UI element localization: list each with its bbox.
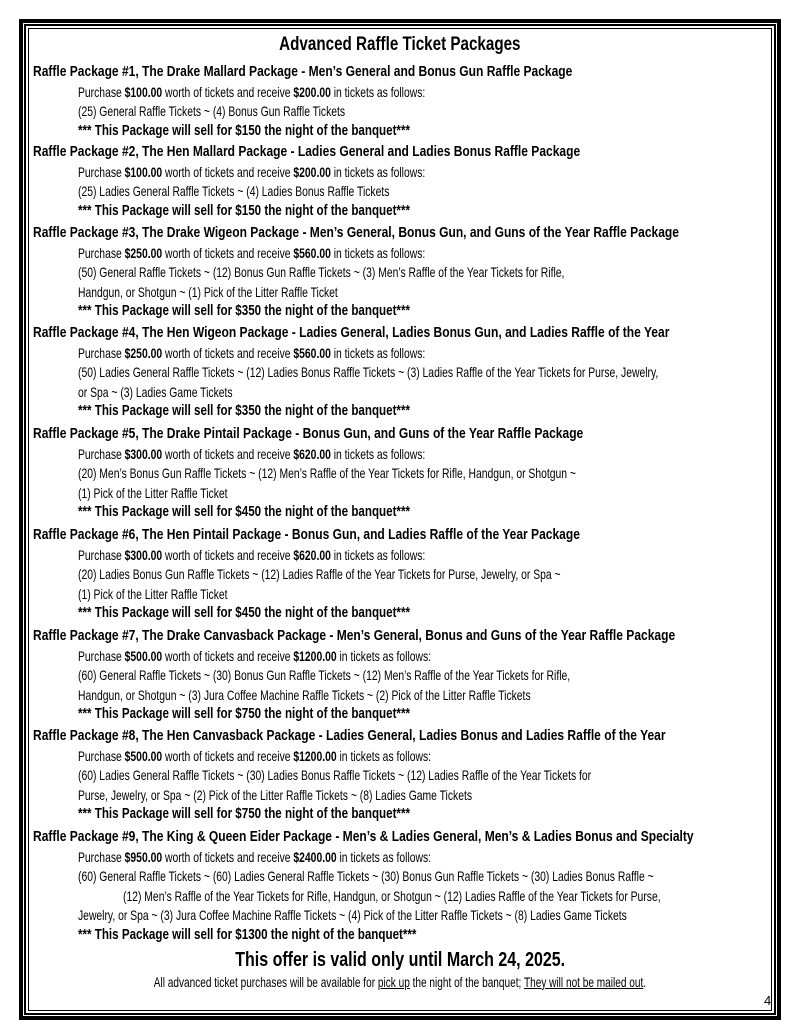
not-mailed-underlined: They will not be mailed out xyxy=(524,974,644,990)
purchase-prefix: Purchase xyxy=(78,647,125,664)
page-title-text: Advanced Raffle Ticket Packages xyxy=(279,34,521,55)
package-detail-line: (25) General Raffle Tickets ~ (4) Bonus Gun Raffle Tickets xyxy=(78,103,346,120)
package-detail-line: (60) General Raffle Tickets ~ (30) Bonus Gun Raffle Tickets ~ (12) Men’s Raffle of the Year Tickets for Rifle, xyxy=(78,667,571,684)
package-detail-line: Jewelry, or Spa ~ (3) Jura Coffee Machine Raffle Tickets ~ (4) Pick of the Litter Raffle Tickets ~ (8) Ladies Game Tickets xyxy=(78,907,627,924)
receive-amount: $560.00 xyxy=(293,344,331,361)
pickup-middle: the night of the banquet; xyxy=(409,974,525,990)
purchase-mid: worth of tickets and receive xyxy=(162,848,294,865)
purchase-suffix: in tickets as follows: xyxy=(330,344,426,361)
purchase-amount: $250.00 xyxy=(124,344,163,361)
package-purchase-line xyxy=(78,546,425,564)
package-detail-line: (12) Men’s Raffle of the Year Tickets for Rifle, Handgun, or Shotgun ~ (12) Ladies Raffle of the Year Tickets for Purse, xyxy=(123,887,661,904)
package-detail-line: (60) General Raffle Tickets ~ (60) Ladies General Raffle Tickets ~ (30) Bonus Gun Raffle Tickets ~ (30) Ladies Bonus Raffle ~ xyxy=(78,868,654,885)
package-detail-line: (25) Ladies General Raffle Tickets ~ (4) Ladies Bonus Raffle Tickets xyxy=(78,183,390,200)
receive-amount: $200.00 xyxy=(293,163,331,180)
package-banquet-price-note: *** This Package will sell for $1300 the night of the banquet*** xyxy=(78,927,417,943)
package-purchase-line xyxy=(78,83,425,101)
purchase-prefix: Purchase xyxy=(78,747,125,764)
package-detail-line: Purse, Jewelry, or Spa ~ (2) Pick of the Litter Raffle Tickets ~ (8) Ladies Game Tickets xyxy=(78,786,473,803)
purchase-suffix: in tickets as follows: xyxy=(330,445,426,462)
package-banquet-price-note: *** This Package will sell for $450 the night of the banquet*** xyxy=(78,605,410,622)
package-heading: Raffle Package #2, The Hen Mallard Package - Ladies General and Ladies Bonus Raffle Package xyxy=(33,144,581,160)
package-banquet-price-note: *** This Package will sell for $150 the night of the banquet*** xyxy=(78,202,410,219)
package-banquet-price-note: *** This Package will sell for $350 the night of the banquet*** xyxy=(78,403,410,420)
package-heading: Raffle Package #8, The Hen Canvasback Package - Ladies General, Ladies Bonus and Ladies Raffle of the Year xyxy=(33,728,666,744)
purchase-amount: $500.00 xyxy=(124,747,163,764)
pickup-suffix: . xyxy=(643,974,647,990)
package-detail-line: (50) General Raffle Tickets ~ (12) Bonus Gun Raffle Tickets ~ (3) Men’s Raffle of the Year Tickets for Rifle, xyxy=(78,264,565,281)
package-purchase-line xyxy=(78,445,425,463)
package-heading: Raffle Package #9, The King & Queen Eider Package - Men’s & Ladies General, Men’s & Ladies Bonus and Specialty xyxy=(33,829,694,845)
package-detail-line: Handgun, or Shotgun ~ (1) Pick of the Litter Raffle Ticket xyxy=(78,283,338,300)
package-heading: Raffle Package #1, The Drake Mallard Package - Men’s General and Bonus Gun Raffle Package xyxy=(33,64,573,80)
package-banquet-price-note: *** This Package will sell for $150 the night of the banquet*** xyxy=(78,122,410,139)
receive-amount: $1200.00 xyxy=(293,647,337,664)
package-banquet-price-note: *** This Package will sell for $750 the night of the banquet*** xyxy=(78,806,410,823)
receive-amount: $200.00 xyxy=(293,83,331,100)
purchase-suffix: in tickets as follows: xyxy=(336,848,432,865)
package-heading: Raffle Package #3, The Drake Wigeon Package - Men’s General, Bonus Gun, and Guns of the Year Raffle Package xyxy=(33,225,679,241)
purchase-amount: $500.00 xyxy=(124,647,163,664)
package-detail-line: (60) Ladies General Raffle Tickets ~ (30) Ladies Bonus Raffle Tickets ~ (12) Ladies Raffle of the Year Tickets for xyxy=(78,767,592,784)
package-banquet-price-note: *** This Package will sell for $450 the night of the banquet*** xyxy=(78,504,410,521)
purchase-amount: $250.00 xyxy=(124,244,163,261)
package-detail-line: or Spa ~ (3) Ladies Game Tickets xyxy=(78,383,233,400)
purchase-suffix: in tickets as follows: xyxy=(336,647,432,664)
purchase-prefix: Purchase xyxy=(78,848,125,865)
receive-amount: $620.00 xyxy=(293,445,331,462)
package-detail-line: (50) Ladies General Raffle Tickets ~ (12) Ladies Bonus Raffle Tickets ~ (3) Ladies Raffle of the Year Tickets for Purse, Jewelry, xyxy=(78,364,659,381)
package-banquet-price-note: *** This Package will sell for $350 the night of the banquet*** xyxy=(78,303,410,320)
package-detail-line: (20) Ladies Bonus Gun Raffle Tickets ~ (12) Ladies Raffle of the Year Tickets for Purse, Jewelry, or Spa ~ xyxy=(78,566,561,583)
receive-amount: $560.00 xyxy=(293,244,331,261)
package-detail-line: (20) Men’s Bonus Gun Raffle Tickets ~ (12) Men’s Raffle of the Year Tickets for Rifle, Handgun, or Shotgun ~ xyxy=(78,465,576,482)
pickup-notice-text xyxy=(154,973,646,991)
purchase-suffix: in tickets as follows: xyxy=(336,747,432,764)
purchase-amount: $100.00 xyxy=(124,163,163,180)
pickup-underlined: pick up xyxy=(377,974,410,990)
purchase-amount: $100.00 xyxy=(124,83,163,100)
receive-amount: $1200.00 xyxy=(293,747,337,764)
receive-amount: $2400.00 xyxy=(293,848,337,865)
package-detail-line: (1) Pick of the Litter Raffle Ticket xyxy=(78,585,228,602)
package-purchase-line xyxy=(78,747,431,765)
package-purchase-line xyxy=(78,848,431,866)
purchase-amount: $300.00 xyxy=(124,445,163,462)
purchase-suffix: in tickets as follows: xyxy=(330,244,426,261)
package-heading: Raffle Package #6, The Hen Pintail Package - Bonus Gun, and Ladies Raffle of the Year Package xyxy=(33,527,580,543)
purchase-prefix: Purchase xyxy=(78,546,125,563)
purchase-mid: worth of tickets and receive xyxy=(162,647,294,664)
purchase-suffix: in tickets as follows: xyxy=(330,546,426,563)
page-title xyxy=(0,33,800,57)
package-heading: Raffle Package #5, The Drake Pintail Package - Bonus Gun, and Guns of the Year Raffle Package xyxy=(33,426,584,442)
purchase-prefix: Purchase xyxy=(78,445,125,462)
package-detail-line: (1) Pick of the Litter Raffle Ticket xyxy=(78,484,228,501)
purchase-suffix: in tickets as follows: xyxy=(330,83,426,100)
purchase-prefix: Purchase xyxy=(78,163,125,180)
offer-deadline xyxy=(0,948,800,972)
purchase-mid: worth of tickets and receive xyxy=(162,83,294,100)
purchase-mid: worth of tickets and receive xyxy=(162,445,294,462)
purchase-amount: $950.00 xyxy=(124,848,163,865)
purchase-suffix: in tickets as follows: xyxy=(330,163,426,180)
package-purchase-line xyxy=(78,244,425,262)
receive-amount: $620.00 xyxy=(293,546,331,563)
purchase-mid: worth of tickets and receive xyxy=(162,546,294,563)
package-banquet-price-note: *** This Package will sell for $750 the night of the banquet*** xyxy=(78,706,410,723)
package-purchase-line xyxy=(78,163,425,181)
purchase-mid: worth of tickets and receive xyxy=(162,344,294,361)
package-purchase-line xyxy=(78,344,425,362)
package-heading: Raffle Package #7, The Drake Canvasback Package - Men’s General, Bonus and Guns of the Year Raffle Package xyxy=(33,628,676,644)
purchase-prefix: Purchase xyxy=(78,244,125,261)
purchase-prefix: Purchase xyxy=(78,344,125,361)
purchase-mid: worth of tickets and receive xyxy=(162,163,294,180)
purchase-mid: worth of tickets and receive xyxy=(162,244,294,261)
purchase-amount: $300.00 xyxy=(124,546,163,563)
purchase-prefix: Purchase xyxy=(78,83,125,100)
package-purchase-line xyxy=(78,647,431,665)
page-number: 4 xyxy=(764,993,772,1008)
package-detail-line: Handgun, or Shotgun ~ (3) Jura Coffee Machine Raffle Tickets ~ (2) Pick of the Litter Raffle Tickets xyxy=(78,686,531,703)
pickup-notice xyxy=(0,973,800,991)
offer-deadline-text: This offer is valid only until March 24, 2025. xyxy=(235,949,565,971)
purchase-mid: worth of tickets and receive xyxy=(162,747,294,764)
package-heading: Raffle Package #4, The Hen Wigeon Package - Ladies General, Ladies Bonus Gun, and Ladies Raffle of the Year xyxy=(33,325,670,341)
pickup-prefix: All advanced ticket purchases will be available for xyxy=(153,974,378,990)
